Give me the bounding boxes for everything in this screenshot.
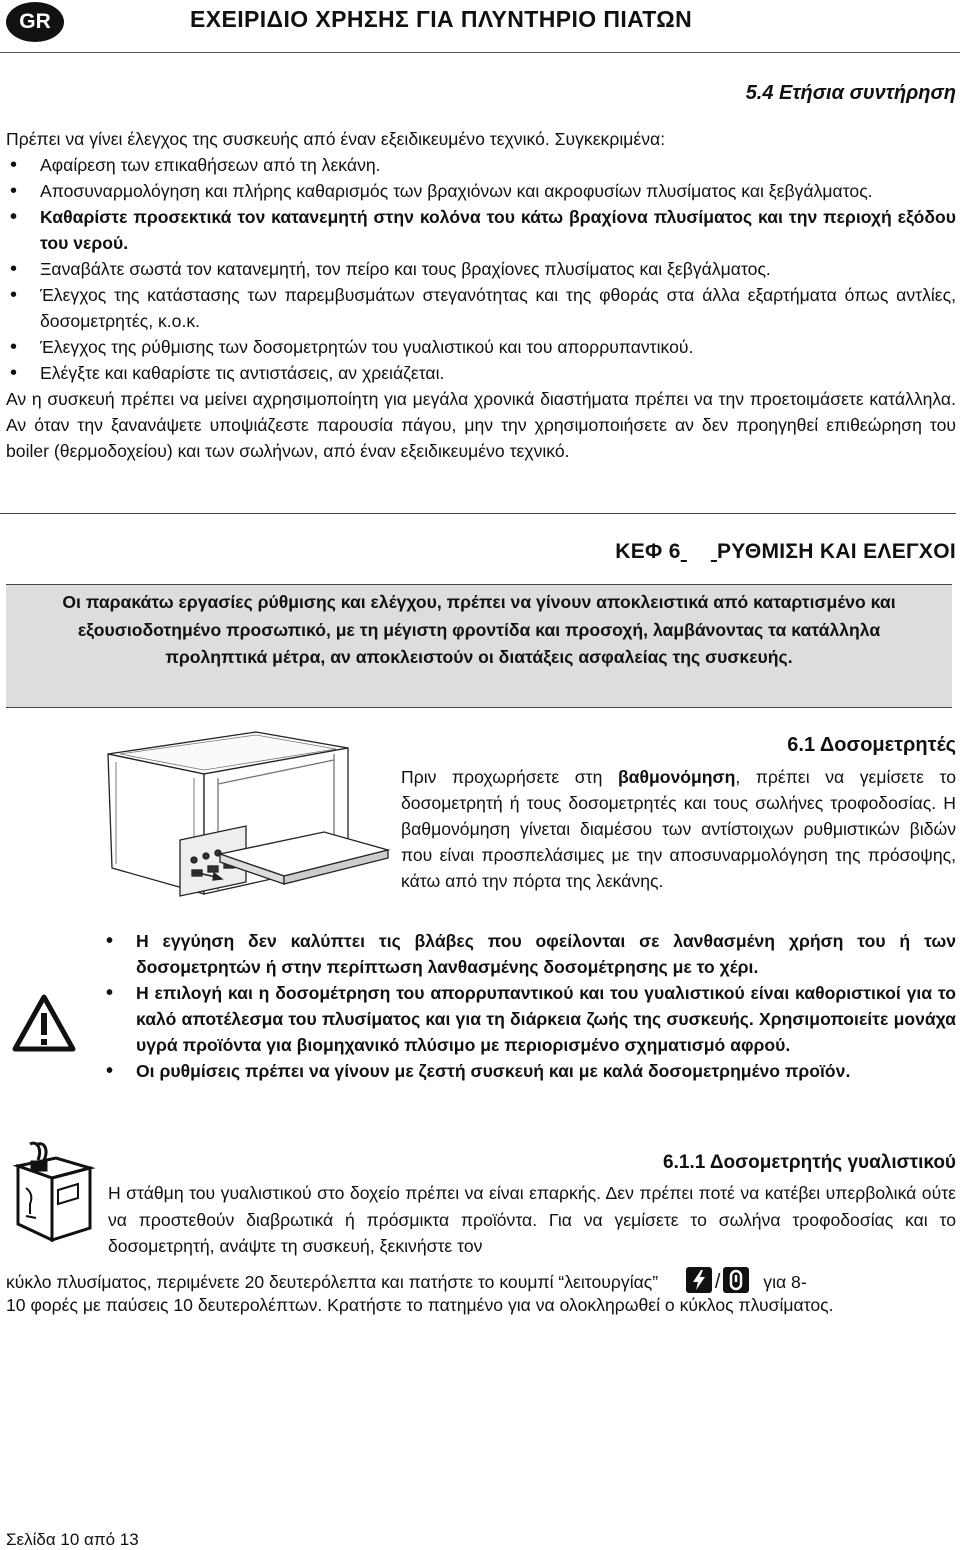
list-item: • Αποσυναρμολόγηση και πλήρης καθαρισμός των βραχιόνων και ακροφυσίων πλυσίματος και ξεβγάλματος. (6, 178, 956, 204)
flash-icon (686, 1267, 712, 1293)
warning-triangle-icon (12, 994, 76, 1052)
section-5-4-intro: Πρέπει να γίνει έλεγχος της συσκευής από έναν εξειδικευμένο τεχνικό. Συγκεκριμένα: (6, 129, 666, 149)
calibration-keyword: βαθμονόμηση (617, 767, 736, 787)
list-item: • Ελέγξτε και καθαρίστε τις αντιστάσεις, αν χρειάζεται. (6, 360, 956, 386)
dishwasher-illustration (96, 722, 396, 907)
section-6-1-title: 6.1 Δοσομετρητές (787, 734, 956, 756)
calibration-text-end: , πρέπει να γεμίσετε το δοσομετρητή ή τους δοσομετρητές και τους σωλήνες τροφοδοσίας. Η βαθμονόμηση γίνεται διαμέσου των αντίστοιχων ρυθμιστικών βιδών που είναι προσπελάσιμες με την αποσυναρμολόγηση της πρόσοψης, κάτω από την πόρτα της λεκάνης. (401, 767, 956, 891)
press-count-text: για 8- (763, 1272, 807, 1292)
list-item: • Αφαίρεση των επικαθήσεων από τη λεκάνη. (6, 152, 956, 178)
rinse-aid-container-icon (8, 1138, 96, 1246)
list-item: • Καθαρίστε προσεκτικά τον κατανεμητή στην κολόνα του κάτω βραχίονα πλυσίματος και την περιοχή εξόδου του νερού. (6, 204, 956, 256)
list-item: • Η επιλογή και η δοσομέτρηση του απορρυπαντικού και του γυαλιστικού είναι καθοριστικοί για το καλό αποτέλεσμα του πλυσίματος και για τη διάρκεια ζωής της συσκευής. Χρησιμοποιείτε μονάχα υγρά προϊόντα για βιομηχανικό πλύσιμο με περιορισμένο σχηματισμό αφρού. (102, 980, 956, 1058)
page-number: Σελίδα 10 από 13 (6, 1530, 139, 1549)
section-6-1-text (401, 764, 956, 894)
function-button (686, 1272, 754, 1292)
dishwasher-front-panel-icon (96, 722, 396, 907)
section-6-1-1-text-line (6, 1267, 956, 1295)
maintenance-list (6, 152, 956, 386)
power-icon (723, 1267, 749, 1293)
list-item: • Η εγγύηση δεν καλύπτει τις βλάβες που οφείλονται σε λανθασμένη χρήση του ή των δοσομετρητών ή στην περίπτωση λανθασμένης δοσομέτρησης με το χέρι. (102, 928, 956, 980)
list-item: • Ξαναβάλτε σωστά τον κατανεμητή, τον πείρο και τους βραχίονες πλυσίματος και ξεβγάλματος. (6, 256, 956, 282)
list-item: • Έλεγχος της κατάστασης των παρεμβυσμάτων στεγανότητας και της φθοράς στα άλλα εξαρτήματα όπως αντλίες, δοσομετρητές, κ.ο.κ. (6, 282, 956, 334)
cycle-instruction-text: κύκλο πλυσίματος, περιμένετε 20 δευτερόλεπτα και πατήστε το κουμπί “λειτουργίας” (6, 1272, 659, 1292)
safety-notice-box (6, 584, 952, 708)
button-separator: / (714, 1271, 721, 1293)
section-divider (0, 513, 956, 514)
section-6-1-1-title: 6.1.1 Δοσομετρητής γυαλιστικού (663, 1152, 956, 1173)
dosing-warnings (102, 928, 956, 1084)
page-header-title: ΕΧΕΙΡΙΔΙΟ ΧΡΗΣΗΣ ΓΙΑ ΠΛΥΝΤΗΡΙΟ ΠΙΑΤΩΝ (190, 6, 693, 32)
list-item: • Έλεγχος της ρύθμισης των δοσομετρητών του γυαλιστικού και του απορρυπαντικού. (6, 334, 956, 360)
section-6-1-1-text-part4: 10 φορές με παύσεις 10 δευτερολέπτων. Κρατήστε το πατημένο για να ολοκληρωθεί ο κύκλος πλυσίματος. (6, 1295, 834, 1315)
language-badge: GR (6, 2, 64, 42)
section-5-4-closing: Αν η συσκευή πρέπει να μείνει αχρησιμοποίητη για μεγάλα χρονικά διαστήματα πρέπει να την προετοιμάσετε κατάλληλα. Αν όταν την ξανανάψετε υποψιάζεστε παρουσία πάγου, μην την χρησιμοποιήσετε αν δεν προηγηθεί επιθεώρηση του boiler (θερμοδοχείου) και των σωλήνων, από έναν εξειδικευμένο τεχνικό. (6, 389, 956, 461)
header-divider (0, 52, 960, 53)
section-5-4-title: 5.4 Ετήσια συντήρηση (745, 82, 956, 104)
chapter-6-heading (615, 540, 956, 564)
chapter-number: ΚΕΦ 6 (615, 540, 681, 563)
chapter-title: ΡΥΘΜΙΣΗ ΚΑΙ ΕΛΕΓΧΟΙ (717, 540, 956, 563)
calibration-text-start: Πριν προχωρήσετε στη (401, 767, 618, 787)
safety-notice-text: Οι παρακάτω εργασίες ρύθμισης και ελέγχου, πρέπει να γίνουν αποκλειστικά από καταρτισμένο και εξουσιοδοτημένο προσωπικό, με τη μέγιστη φροντίδα και προσοχή, λαμβάνοντας τα κατάλληλα προληπτικά μέτρα, αν αποκλειστούν οι διατάξεις ασφαλείας της συσκευής. (62, 592, 896, 667)
section-5-4-body (6, 126, 956, 464)
section-6-1-1-text-part1: Η στάθμη του γυαλιστικού στο δοχείο πρέπει να είναι επαρκής. Δεν πρέπει ποτέ να κατέβει υπερβολικά ούτε να προστεθούν διαβρωτικά ή πρόσμικτα προϊόντα. Για να γεμίσετε το σωλήνα τροφοδοσίας και το δοσομετρητή, ανάψτε τη συσκευή, ξεκινήστε τον (108, 1183, 956, 1256)
list-item: • Οι ρυθμίσεις πρέπει να γίνουν με ζεστή συσκευή και με καλά δοσομετρημένο προϊόν. (102, 1058, 956, 1084)
